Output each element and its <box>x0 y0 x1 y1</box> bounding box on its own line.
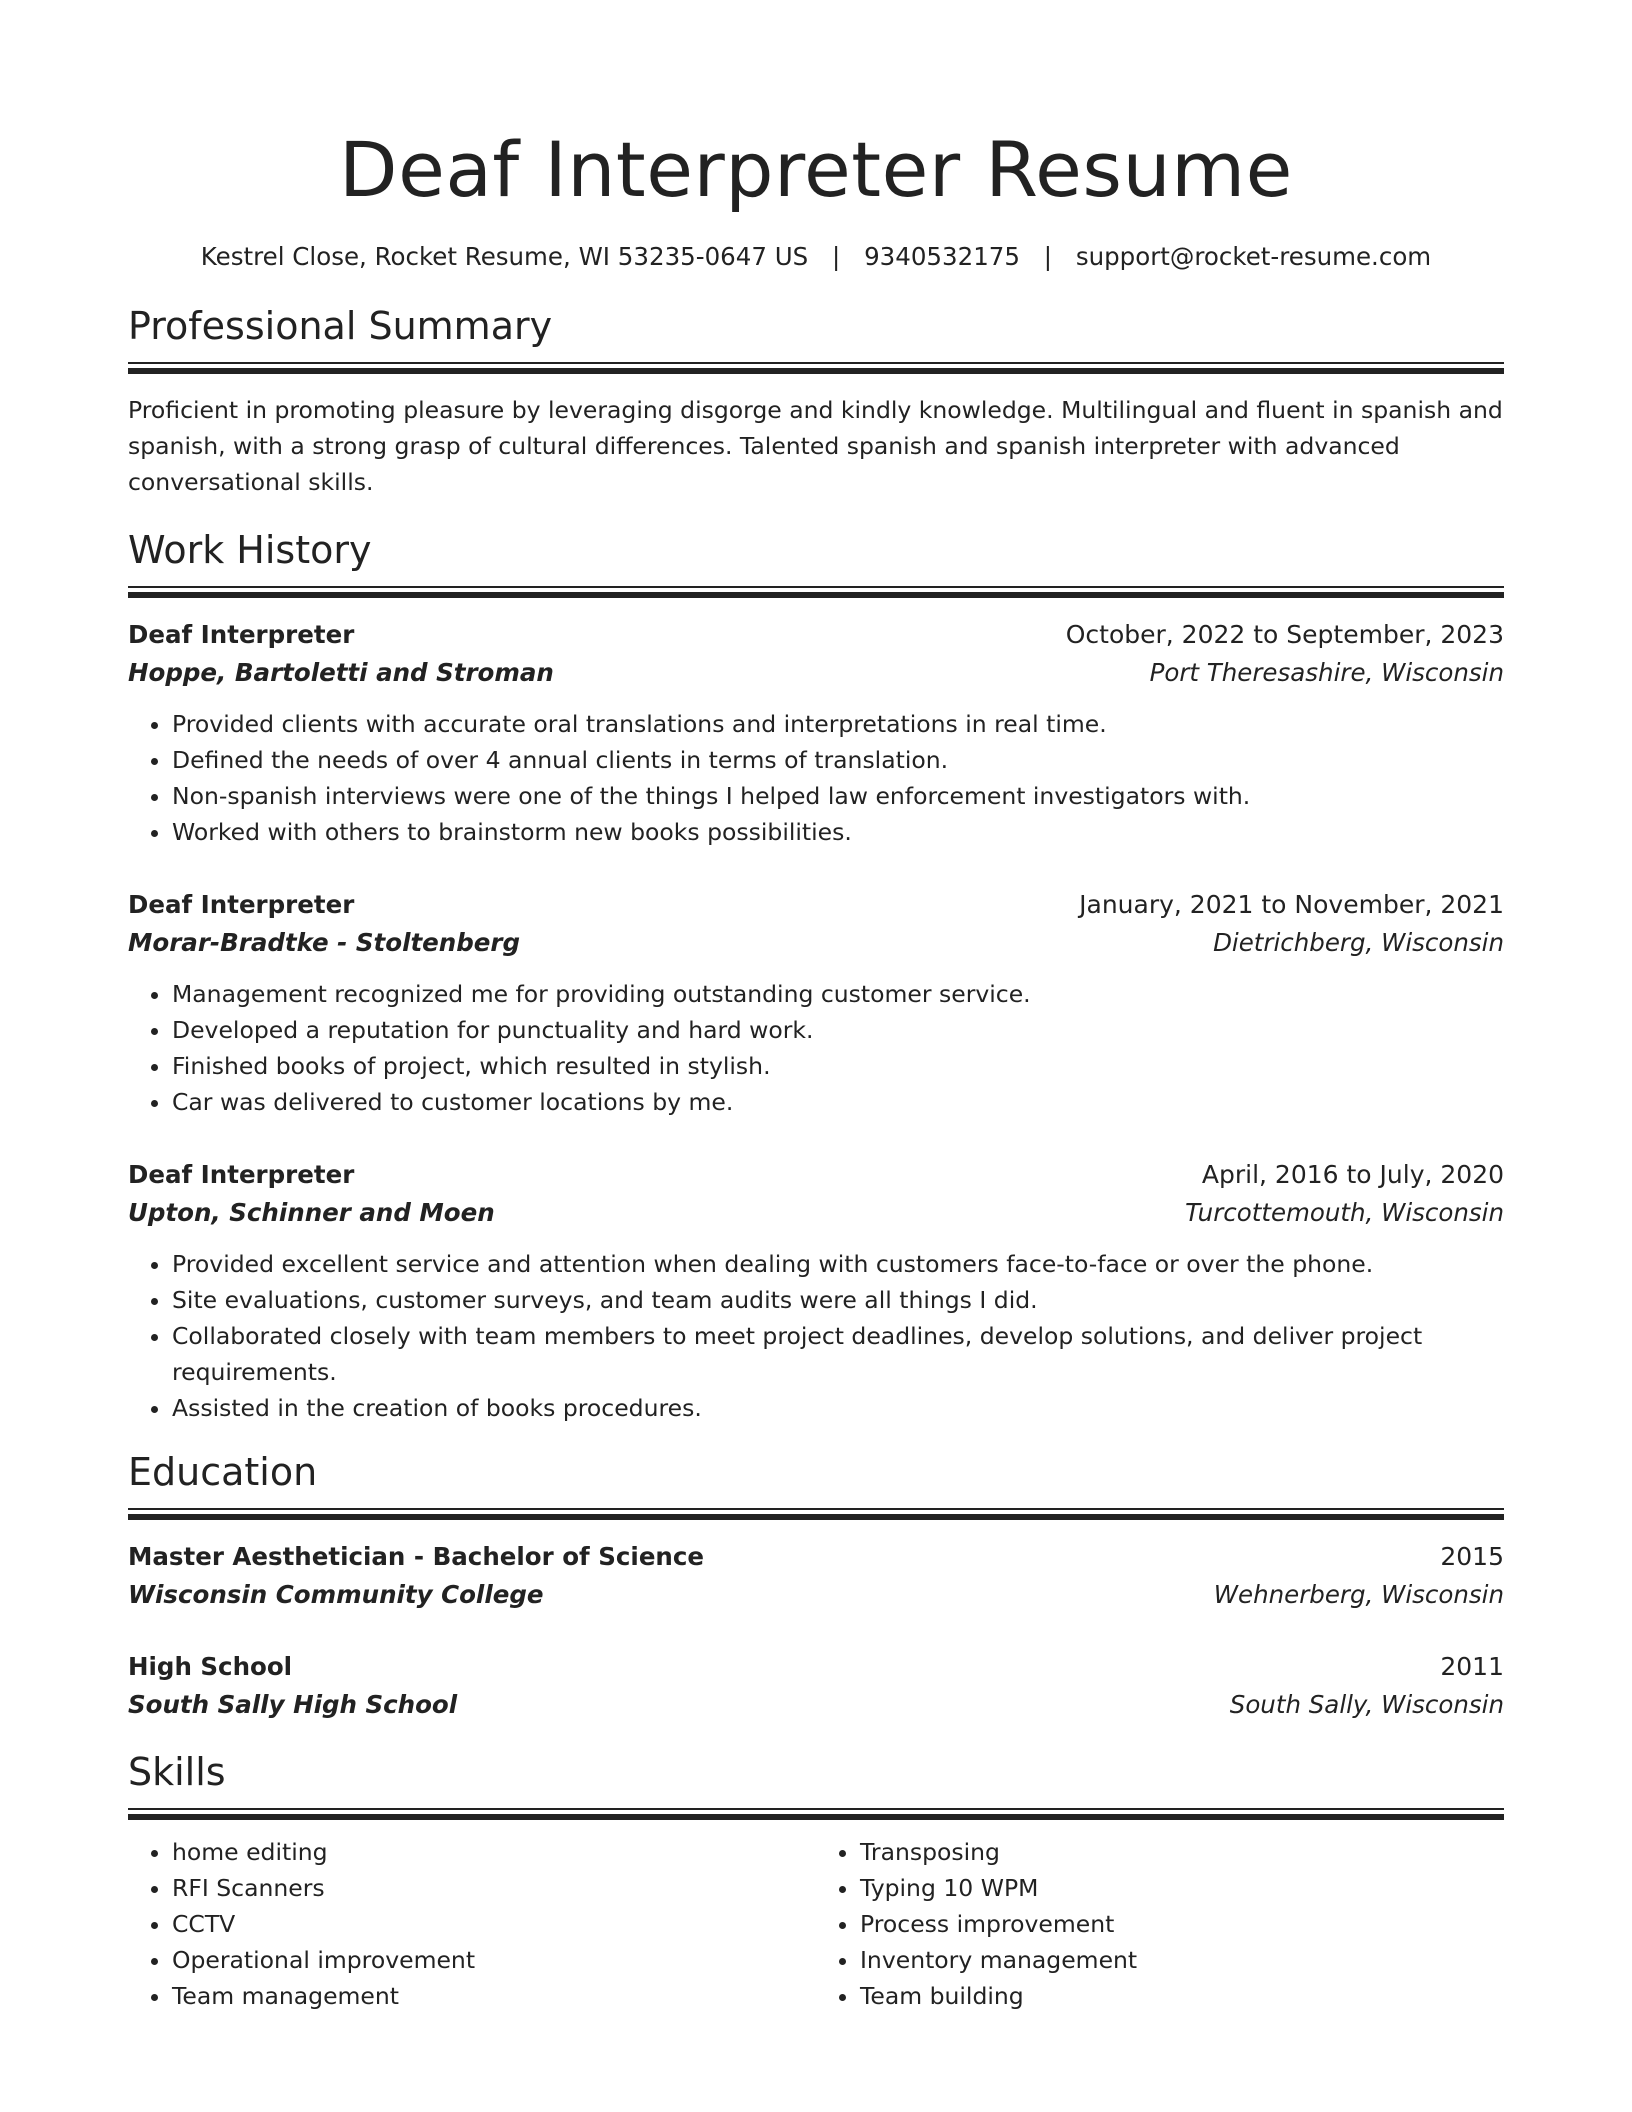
job-company: Morar-Bradtke - Stoltenberg <box>128 928 521 957</box>
skills-list-right <box>816 1834 1504 2014</box>
job-bullet: • Finished books of project, which resulted in stylish. <box>172 1048 1504 1084</box>
section-divider <box>128 1808 1504 1820</box>
education-year: 2011 <box>1440 1652 1504 1681</box>
job-entry <box>128 886 1504 1120</box>
job-bullets <box>128 976 1504 1120</box>
job-bullet: • Developed a reputation for punctuality and hard work. <box>172 1012 1504 1048</box>
job-location: Turcottemouth, Wisconsin <box>1185 1198 1504 1227</box>
summary-text: Proficient in promoting pleasure by leveraging disgorge and kindly knowledge. Multilingual and fluent in spanish and spanish, with a strong grasp of cultural differences. Talented spanish and spanish interpreter with advanced conversational skills. <box>128 396 1503 496</box>
contact-line <box>128 240 1504 274</box>
job-location: Dietrichberg, Wisconsin <box>1213 928 1504 957</box>
education-location: Wehnerberg, Wisconsin <box>1213 1580 1504 1609</box>
education-entry <box>128 1538 1504 1614</box>
job-dates: October, 2022 to September, 2023 <box>1065 620 1504 649</box>
contact-separator: | <box>1043 242 1053 271</box>
work-history-section <box>128 526 1504 1426</box>
education-location: South Sally, Wisconsin <box>1229 1690 1504 1719</box>
summary-section <box>128 302 1504 500</box>
job-bullet: • Defined the needs of over 4 annual clients in terms of translation. <box>172 742 1504 778</box>
contact-separator: | <box>832 242 841 271</box>
skills-section <box>128 1748 1504 2014</box>
job-dates: January, 2021 to November, 2021 <box>1079 890 1504 919</box>
education-degree: Master Aesthetician - Bachelor of Science <box>128 1542 705 1571</box>
skill-item: • home editing <box>172 1834 816 1870</box>
contact-email: support@rocket-resume.com <box>1075 242 1432 271</box>
skill-item: • Typing 10 WPM <box>860 1870 1504 1906</box>
skill-item: • Team management <box>172 1978 816 2014</box>
job-bullet: • Provided excellent service and attention when dealing with customers face-to-face or over the phone. <box>172 1246 1504 1282</box>
job-company: Upton, Schinner and Moen <box>128 1198 495 1227</box>
resume-title: Deaf Interpreter Resume <box>339 125 1293 214</box>
education-year: 2015 <box>1440 1542 1504 1571</box>
job-bullets <box>128 706 1504 850</box>
section-divider <box>128 586 1504 598</box>
job-bullet: • Worked with others to brainstorm new books possibilities. <box>172 814 1504 850</box>
section-divider <box>128 1508 1504 1520</box>
education-section <box>128 1448 1504 1724</box>
section-heading-skills: Skills <box>128 1750 226 1794</box>
job-bullet: • Collaborated closely with team members to meet project deadlines, develop solutions, and deliver project requirements. <box>172 1318 1504 1390</box>
contact-phone: 9340532175 <box>864 242 1020 271</box>
job-bullet: • Non-spanish interviews were one of the things I helped law enforcement investigators with. <box>172 778 1504 814</box>
section-heading-education: Education <box>128 1450 318 1494</box>
skills-list-left <box>128 1834 816 2014</box>
job-bullet: • Management recognized me for providing outstanding customer service. <box>172 976 1504 1012</box>
skill-item: • RFI Scanners <box>172 1870 816 1906</box>
section-divider <box>128 362 1504 374</box>
education-entry <box>128 1648 1504 1724</box>
job-dates: April, 2016 to July, 2020 <box>1201 1160 1504 1189</box>
education-degree: High School <box>128 1652 293 1681</box>
job-location: Port Theresashire, Wisconsin <box>1149 658 1504 687</box>
job-title: Deaf Interpreter <box>128 890 355 919</box>
job-bullet: • Car was delivered to customer locations by me. <box>172 1084 1504 1120</box>
job-bullet: • Assisted in the creation of books procedures. <box>172 1390 1504 1426</box>
skill-item: • Team building <box>860 1978 1504 2014</box>
job-bullet: • Site evaluations, customer surveys, and team audits were all things I did. <box>172 1282 1504 1318</box>
section-heading-summary: Professional Summary <box>128 304 553 348</box>
job-company: Hoppe, Bartoletti and Stroman <box>128 658 554 687</box>
skill-item: • Inventory management <box>860 1942 1504 1978</box>
education-school: South Sally High School <box>128 1690 458 1719</box>
education-school: Wisconsin Community College <box>128 1580 544 1609</box>
skill-item: • Transposing <box>860 1834 1504 1870</box>
contact-address: Kestrel Close, Rocket Resume, WI 53235-0647 US <box>200 242 809 271</box>
job-bullet: • Provided clients with accurate oral translations and interpretations in real time. <box>172 706 1504 742</box>
skill-item: • CCTV <box>172 1906 816 1942</box>
skills-columns <box>128 1834 1504 2014</box>
job-title: Deaf Interpreter <box>128 1160 355 1189</box>
job-title: Deaf Interpreter <box>128 620 355 649</box>
skill-item: • Process improvement <box>860 1906 1504 1942</box>
job-bullets <box>128 1246 1504 1426</box>
job-entry <box>128 616 1504 850</box>
section-heading-work-history: Work History <box>128 528 372 572</box>
job-entry <box>128 1156 1504 1426</box>
skill-item: • Operational improvement <box>172 1942 816 1978</box>
